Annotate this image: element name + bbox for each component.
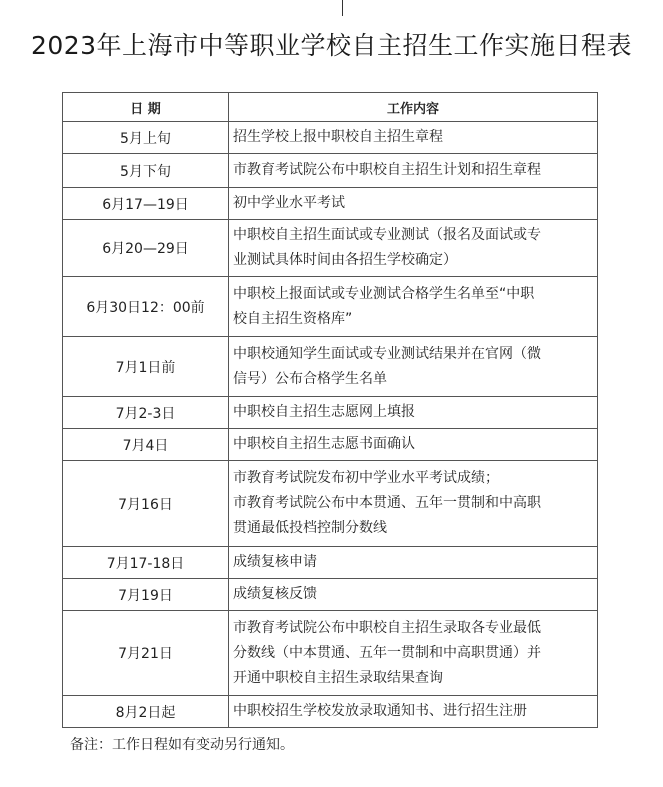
row-date: 7月2-3日 bbox=[63, 397, 229, 429]
header-content: 工作内容 bbox=[229, 93, 598, 122]
row-date: 5月上旬 bbox=[63, 122, 229, 154]
table-row bbox=[63, 154, 598, 188]
row-content bbox=[229, 337, 598, 397]
content-line: 中职校通知学生面试或专业测试结果并在官网（微 bbox=[233, 345, 541, 362]
schedule-table bbox=[62, 92, 598, 728]
row-content bbox=[229, 122, 598, 154]
content-line: 市教育考试院公布中职校自主招生录取各专业最低 bbox=[233, 619, 541, 636]
content-line: 分数线（中本贯通、五年一贯制和中高职贯通）并 bbox=[233, 644, 541, 661]
row-content bbox=[229, 579, 598, 611]
content-line: 中职校自主招生面试或专业测试（报名及面试或专 bbox=[233, 227, 541, 243]
content-line: 业测试具体时间由各招生学校确定） bbox=[233, 252, 457, 268]
content-line: 中职校自主招生志愿书面确认 bbox=[233, 436, 415, 452]
row-content bbox=[229, 696, 598, 728]
table-row bbox=[63, 696, 598, 728]
row-date: 6月17—19日 bbox=[63, 188, 229, 220]
footnote: 备注：工作日程如有变动另行通知。 bbox=[70, 737, 294, 753]
table-row bbox=[63, 397, 598, 429]
table-row bbox=[63, 220, 598, 277]
content-line: 贯通最低投档控制分数线 bbox=[233, 520, 387, 536]
row-content bbox=[229, 429, 598, 461]
row-content bbox=[229, 220, 598, 277]
row-content bbox=[229, 461, 598, 547]
row-date: 7月4日 bbox=[63, 429, 229, 461]
row-content bbox=[229, 397, 598, 429]
row-date: 7月1日前 bbox=[63, 337, 229, 397]
row-content bbox=[229, 611, 598, 696]
content-line: 招生学校上报中职校自主招生章程 bbox=[233, 129, 443, 145]
row-date: 7月21日 bbox=[63, 611, 229, 696]
row-content bbox=[229, 547, 598, 579]
content-line: 市教育考试院公布中职校自主招生计划和招生章程 bbox=[233, 162, 541, 178]
table-row bbox=[63, 579, 598, 611]
row-date: 8月2日起 bbox=[63, 696, 229, 728]
table-header-row bbox=[63, 93, 598, 122]
table-row bbox=[63, 277, 598, 337]
row-date: 6月20—29日 bbox=[63, 220, 229, 277]
content-line: 中职校招生学校发放录取通知书、进行招生注册 bbox=[233, 703, 527, 719]
row-content bbox=[229, 188, 598, 220]
row-date: 7月16日 bbox=[63, 461, 229, 547]
table-row bbox=[63, 188, 598, 220]
content-line: 市教育考试院发布初中学业水平考试成绩； bbox=[233, 470, 499, 486]
content-line: 初中学业水平考试 bbox=[233, 195, 345, 211]
table-row bbox=[63, 547, 598, 579]
content-line: 成绩复核反馈 bbox=[233, 586, 317, 602]
row-content bbox=[229, 277, 598, 337]
table-row bbox=[63, 337, 598, 397]
row-content bbox=[229, 154, 598, 188]
row-date: 6月30日12：00前 bbox=[63, 277, 229, 337]
table-row bbox=[63, 122, 598, 154]
table-row bbox=[63, 461, 598, 547]
content-line: 市教育考试院公布中本贯通、五年一贯制和中高职 bbox=[233, 495, 541, 511]
table-row bbox=[63, 429, 598, 461]
top-divider-line bbox=[342, 0, 343, 16]
header-date: 日 期 bbox=[63, 93, 229, 122]
content-line: 成绩复核申请 bbox=[233, 554, 317, 570]
row-date: 7月19日 bbox=[63, 579, 229, 611]
row-date: 5月下旬 bbox=[63, 154, 229, 188]
schedule-body bbox=[63, 122, 598, 728]
content-line: 开通中职校自主招生录取结果查询 bbox=[233, 669, 443, 686]
table-row bbox=[63, 611, 598, 696]
content-line: 中职校上报面试或专业测试合格学生名单至“中职 bbox=[233, 285, 535, 302]
content-line: 校自主招生资格库” bbox=[233, 310, 353, 327]
document-title: 2023年上海市中等职业学校自主招生工作实施日程表 bbox=[30, 31, 633, 60]
row-date: 7月17-18日 bbox=[63, 547, 229, 579]
content-line: 信号）公布合格学生名单 bbox=[233, 370, 387, 387]
content-line: 中职校自主招生志愿网上填报 bbox=[233, 404, 415, 420]
